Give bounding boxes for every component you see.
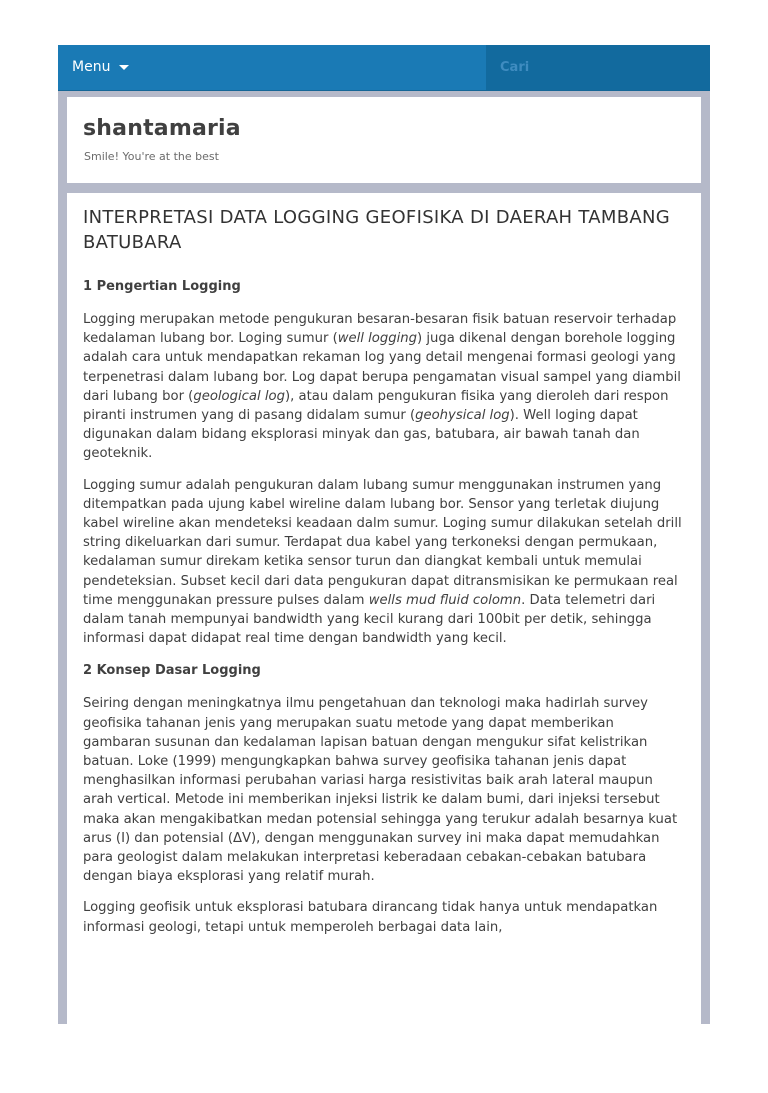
post-title[interactable]: INTERPRETASI DATA LOGGING GEOFISIKA DI DAERAH TAMBANG BATUBARA (83, 207, 671, 253)
paragraph-text: Logging sumur adalah pengukuran dalam lubang sumur menggunakan instrumen yang ditempatkan pada ujung kabel wireline dalam lubang bor. Sensor yang terletak diujung kabel wireline akan mendeteksi keadaan dalm sumur. Loging sumur dilakukan setelah drill string dikeluarkan dari sumur. Terdapat dua kabel yang terkoneksi dengan permukaan, kedalaman sumur direkam ketika sensor turun dan diangkat kembali untuk memulai pendeteksian. Subset kecil dari data pengukuran dapat ditransmisikan ke permukaan real time menggunakan pressure pulses dalam (83, 477, 682, 608)
menu-label: Menu (72, 59, 111, 75)
page-frame (58, 45, 710, 1024)
paragraph (83, 310, 685, 464)
section-heading: 1 Pengertian Logging (83, 279, 241, 294)
paragraph-text: ) juga dikenal dengan borehole logging adalah cara untuk mendapatkan rekaman log yang detail mengenai formasi geologi yang terpenetrasi dalam lubang bor. Log dapat berupa pengamatan visual sampel yang diambil dari lubang bor ( (83, 331, 681, 404)
paragraph-text: ), atau dalam pengukuran fisika yang dieroleh dari respon piranti instrumen yang di pasang didalam sumur ( (83, 388, 669, 424)
post-card (67, 193, 701, 1093)
site-title[interactable]: shantamaria (83, 116, 241, 141)
italic-term: geological log (193, 388, 285, 404)
paragraph: Logging geofisik untuk eksplorasi batubara dirancang tidak hanya untuk mendapatkan informasi geologi, tetapi untuk memperoleh berbagai data lain, (83, 900, 658, 935)
section-heading: 2 Konsep Dasar Logging (83, 663, 261, 679)
site-header (67, 97, 701, 183)
search-input[interactable] (498, 59, 702, 76)
paragraph-text: . Data telemetri dari dalam tanah mempunyai bandwidth yang kecil kurang dari 100bit per detik, sehingga informasi dapat didapat real time dengan bandwidth yang kecil. (83, 592, 656, 647)
post-body (83, 277, 685, 937)
top-nav-bar (58, 45, 710, 91)
paragraph-text: ). Well loging dapat digunakan dalam bidang eksplorasi minyak dan gas, batubara, air bawah tanah dan geoteknik. (83, 408, 640, 462)
paragraph: Seiring dengan meningkatnya ilmu pengetahuan dan teknologi maka hadirlah survey geofisika tahanan jenis yang merupakan suatu metode yang dapat memberikan gambaran susunan dan kedalaman lapisan batuan dengan mengukur sifat kelistrikan batuan. Loke (1999) mengungkapkan bahwa survey geofisika tahanan jenis dapat menghasilkan informasi perubahan variasi harga resistivitas baik arah lateral maupun arah vertical. Metode ini memberikan injeksi listrik ke dalam bumi, dari injeksi tersebut maka akan mengakibatkan medan potensial sehingga yang terukur adalah besarnya kuat arus (I) dan potensial (ΔV), dengan menggunakan survey ini maka dapat memudahkan para geologist dalam melakukan interpretasi keberadaan cebakan-cebakan batubara dengan biaya eksplorasi yang relatif murah. (83, 696, 678, 885)
italic-term: geohysical log (415, 408, 510, 424)
caret-down-icon (119, 65, 129, 70)
paragraph-text: Logging merupakan metode pengukuran besaran-besaran fisik batuan reservoir terhadap kedalaman lubang bor. Loging sumur ( (83, 312, 677, 347)
site-tagline: Smile! You're at the best (84, 150, 219, 163)
italic-term: well logging (337, 331, 418, 347)
italic-term: wells mud fluid colomn (368, 592, 522, 608)
paragraph (83, 476, 685, 649)
menu-button[interactable] (72, 59, 129, 75)
search-box (486, 45, 710, 90)
